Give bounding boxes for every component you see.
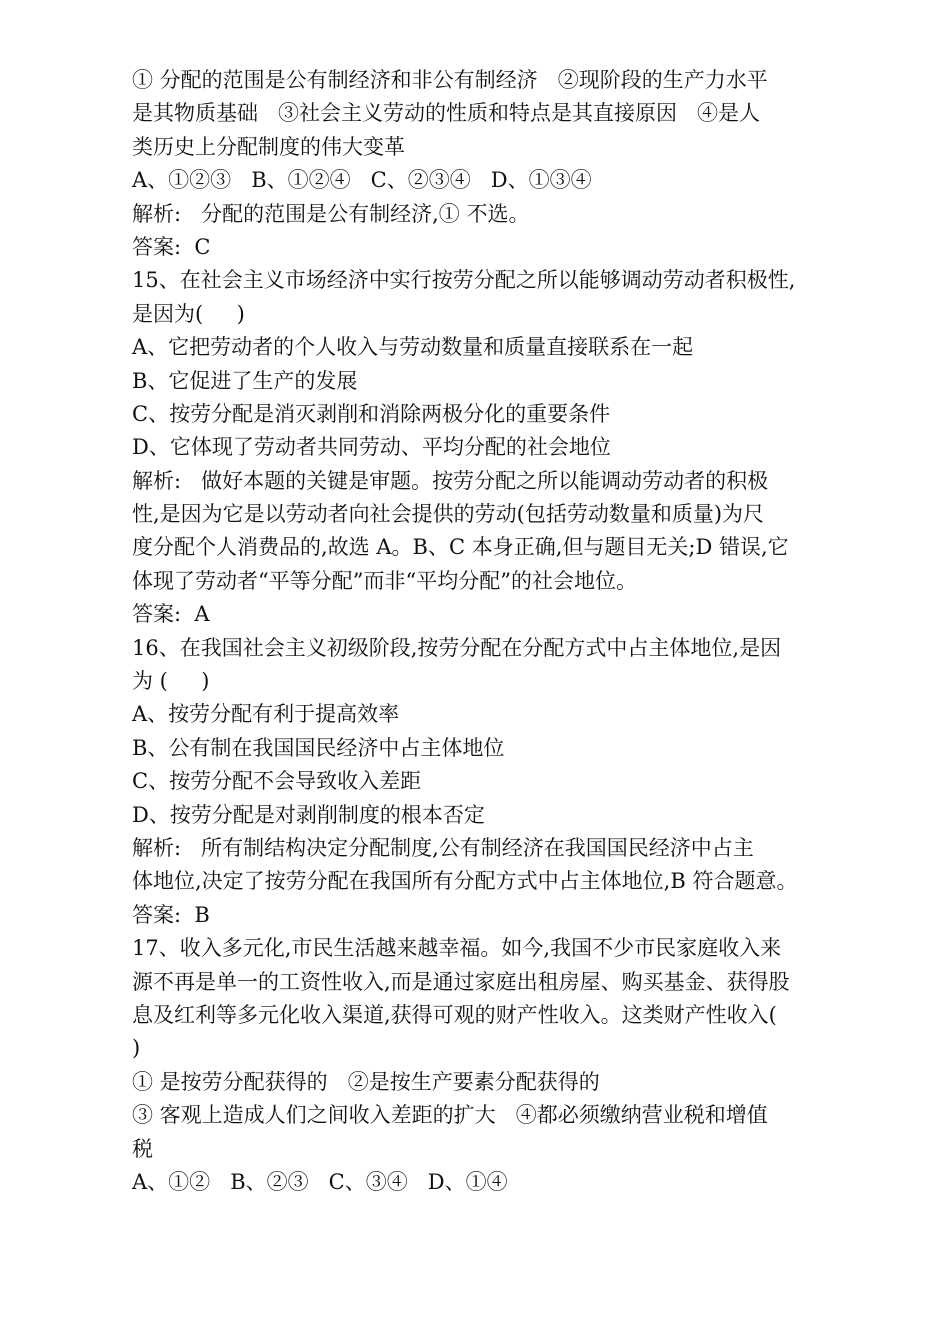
text-line: 息及红利等多元化收入渠道,获得可观的财产性收入。这类财产性收入( xyxy=(132,1002,777,1027)
text-line: 解析: 所有制结构决定分配制度,公有制经济在我国国民经济中占主 xyxy=(132,835,754,860)
text-line: 税 xyxy=(132,1136,153,1161)
text-line: 源不再是单一的工资性收入,而是通过家庭出租房屋、购买基金、获得股 xyxy=(132,969,790,994)
text-line: A、①② B、②③ C、③④ D、①④ xyxy=(132,1169,508,1194)
text-line: ) xyxy=(132,1036,141,1061)
text-line: B、公有制在我国国民经济中占主体地位 xyxy=(132,735,505,760)
text-line: 体地位,决定了按劳分配在我国所有分配方式中占主体地位,B 符合题意。 xyxy=(132,869,798,894)
document-page xyxy=(132,64,852,1199)
text-line: 解析: 分配的范围是公有制经济,① 不选。 xyxy=(132,201,530,226)
text-line: 答案: A xyxy=(132,602,210,627)
text-line: 答案: B xyxy=(132,902,210,927)
text-line: D、它体现了劳动者共同劳动、平均分配的社会地位 xyxy=(132,435,611,460)
text-line: A、按劳分配有利于提高效率 xyxy=(132,702,400,727)
text-line: 体现了劳动者“平等分配”而非“平均分配”的社会地位。 xyxy=(132,568,637,593)
text-line: D、按劳分配是对剥削制度的根本否定 xyxy=(132,802,485,827)
text-line: C、按劳分配是消灭剥削和消除两极分化的重要条件 xyxy=(132,401,611,426)
text-line: A、①②③ B、①②④ C、②③④ D、①③④ xyxy=(132,168,592,193)
text-line: 是其物质基础 ③社会主义劳动的性质和特点是其直接原因 ④是人 xyxy=(132,101,761,126)
text-line: 度分配个人消费品的,故选 A。B、C 本身正确,但与题目无关;D 错误,它 xyxy=(132,535,789,560)
text-line: 17、收入多元化,市民生活越来越幸福。如今,我国不少市民家庭收入来 xyxy=(132,936,782,961)
text-line: C、按劳分配不会导致收入差距 xyxy=(132,769,422,794)
text-line: 性,是因为它是以劳动者向社会提供的劳动(包括劳动数量和质量)为尺 xyxy=(132,502,765,527)
text-line: 答案: C xyxy=(132,234,211,259)
text-line: 15、在社会主义市场经济中实行按劳分配之所以能够调动劳动者积极性, xyxy=(132,268,796,293)
text-line: 16、在我国社会主义初级阶段,按劳分配在分配方式中占主体地位,是因 xyxy=(132,635,782,660)
text-line: A、它把劳动者的个人收入与劳动数量和质量直接联系在一起 xyxy=(132,335,694,360)
text-line: ① 是按劳分配获得的 ②是按生产要素分配获得的 xyxy=(132,1069,600,1094)
text-line: B、它促进了生产的发展 xyxy=(132,368,358,393)
text-line: 是因为( ) xyxy=(132,301,245,326)
text-line: 类历史上分配制度的伟大变革 xyxy=(132,134,405,159)
text-line: 为 ( ) xyxy=(132,669,210,694)
text-line: ① 分配的范围是公有制经济和非公有制经济 ②现阶段的生产力水平 xyxy=(132,68,768,92)
text-line: ③ 客观上造成人们之间收入差距的扩大 ④都必须缴纳营业税和增值 xyxy=(132,1103,768,1128)
text-line: 解析: 做好本题的关键是审题。按劳分配之所以能调动劳动者的积极 xyxy=(132,468,769,493)
